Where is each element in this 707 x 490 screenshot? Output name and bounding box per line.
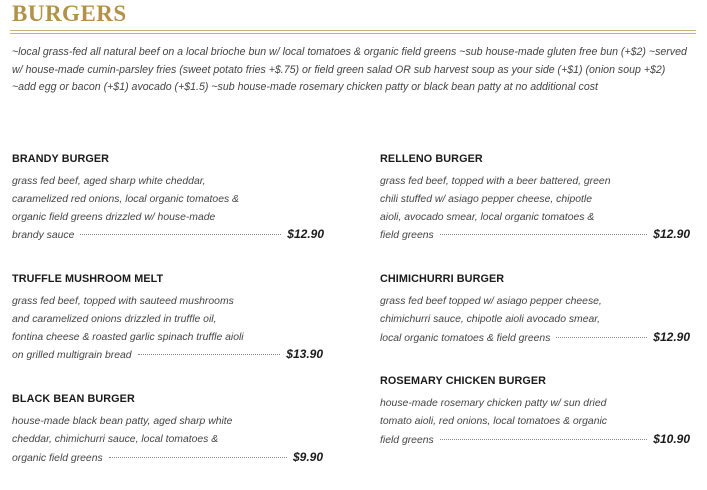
menu-item-name: BLACK BEAN BURGER xyxy=(12,393,135,405)
dot-leader xyxy=(109,456,287,458)
menu-item-relleno-burger xyxy=(380,153,690,244)
description-line: grass fed beef topped w/ asiago pepper cheese, xyxy=(380,296,602,307)
menu-item-name: TRUFFLE MUSHROOM MELT xyxy=(12,273,164,285)
price-line xyxy=(380,329,690,347)
price-line xyxy=(12,449,323,467)
dot-leader xyxy=(440,438,648,440)
menu-item-price: $9.90 xyxy=(292,449,323,464)
menu-item-price: $10.90 xyxy=(653,431,690,446)
description-line: caramelized red onions, local organic tomatoes & xyxy=(12,193,239,205)
dot-leader xyxy=(138,353,281,355)
description-line: chimichurri sauce, chipotle aioli avocado smear, xyxy=(380,313,601,325)
price-line xyxy=(12,226,324,244)
menu-item-price: $12.90 xyxy=(653,227,690,242)
description-line: grass fed beef, topped with a beer battered, green xyxy=(380,176,611,187)
menu-item-black-bean-burger xyxy=(12,393,323,466)
menu-item-description xyxy=(380,293,690,346)
description-line: field greens xyxy=(380,230,434,242)
menu-item-description xyxy=(12,413,323,466)
description-line: field greens xyxy=(380,434,434,446)
menu-item-price: $13.90 xyxy=(286,347,323,362)
title-divider xyxy=(10,30,696,31)
menu-item-rosemary-chicken-burger xyxy=(380,375,690,448)
menu-item-name: ROSEMARY CHICKEN BURGER xyxy=(380,375,547,387)
menu-item-name: BRANDY BURGER xyxy=(12,153,110,165)
menu-item-chimichurri-burger xyxy=(380,273,690,346)
description-line: and caramelized onions drizzled in truffle oil, xyxy=(12,313,217,325)
description-line: brandy sauce xyxy=(12,230,75,242)
menu-item-description xyxy=(380,173,690,244)
description-line: tomato aioli, red onions, local tomatoes & organic xyxy=(380,415,607,427)
description-line: organic field greens xyxy=(12,452,103,464)
description-line: aioli, avocado smear, local organic tomatoes & xyxy=(380,211,595,223)
menu-item-price: $12.90 xyxy=(653,329,690,344)
price-line xyxy=(380,431,690,449)
price-line xyxy=(12,346,323,364)
description-line: house-made black bean patty, aged sharp white xyxy=(12,416,233,427)
description-line: organic field greens drizzled w/ house-made xyxy=(12,211,216,223)
menu-item-description xyxy=(380,395,690,448)
price-line xyxy=(380,226,690,244)
description-line: on grilled multigrain bread xyxy=(12,350,132,362)
description-line: cheddar, chimichurri sauce, local tomatoes & xyxy=(12,433,219,445)
menu-item-description xyxy=(12,293,323,364)
description-line: local organic tomatoes & field greens xyxy=(380,332,551,344)
section-intro: ~local grass-fed all natural beef on a local brioche bun w/ local tomatoes & organic field greens ~sub house-made gluten free bun (+$2) ~served w/ house-made cumin-parsley fries (sweet potato fries +$.75) or field green salad OR sub harvest soup as your side (+$1) (onion soup +$2) ~add egg or bacon (+$1) avocado (+$1.5) ~sub house-made rosemary chicken patty or black bean patty at no additional cost xyxy=(12,46,687,93)
description-line: grass fed beef, aged sharp white cheddar, xyxy=(12,176,206,187)
menu-item-name: RELLENO BURGER xyxy=(380,153,483,165)
dot-leader xyxy=(80,233,281,235)
title-divider-secondary xyxy=(10,33,696,34)
menu-item-price: $12.90 xyxy=(287,227,324,242)
menu-item-truffle-mushroom-melt xyxy=(12,273,323,364)
description-line: grass fed beef, topped with sauteed mushrooms xyxy=(12,296,234,307)
dot-leader xyxy=(556,336,647,338)
description-line: fontina cheese & roasted garlic spinach truffle aioli xyxy=(12,331,244,343)
section-title: BURGERS xyxy=(12,1,127,26)
dot-leader xyxy=(440,233,648,235)
description-line: house-made rosemary chicken patty w/ sun dried xyxy=(380,398,607,409)
menu-item-name: CHIMICHURRI BURGER xyxy=(380,273,505,285)
menu-item-description xyxy=(12,173,324,244)
menu-item-brandy-burger xyxy=(12,153,324,244)
description-line: chili stuffed w/ asiago pepper cheese, chipotle xyxy=(380,193,592,205)
